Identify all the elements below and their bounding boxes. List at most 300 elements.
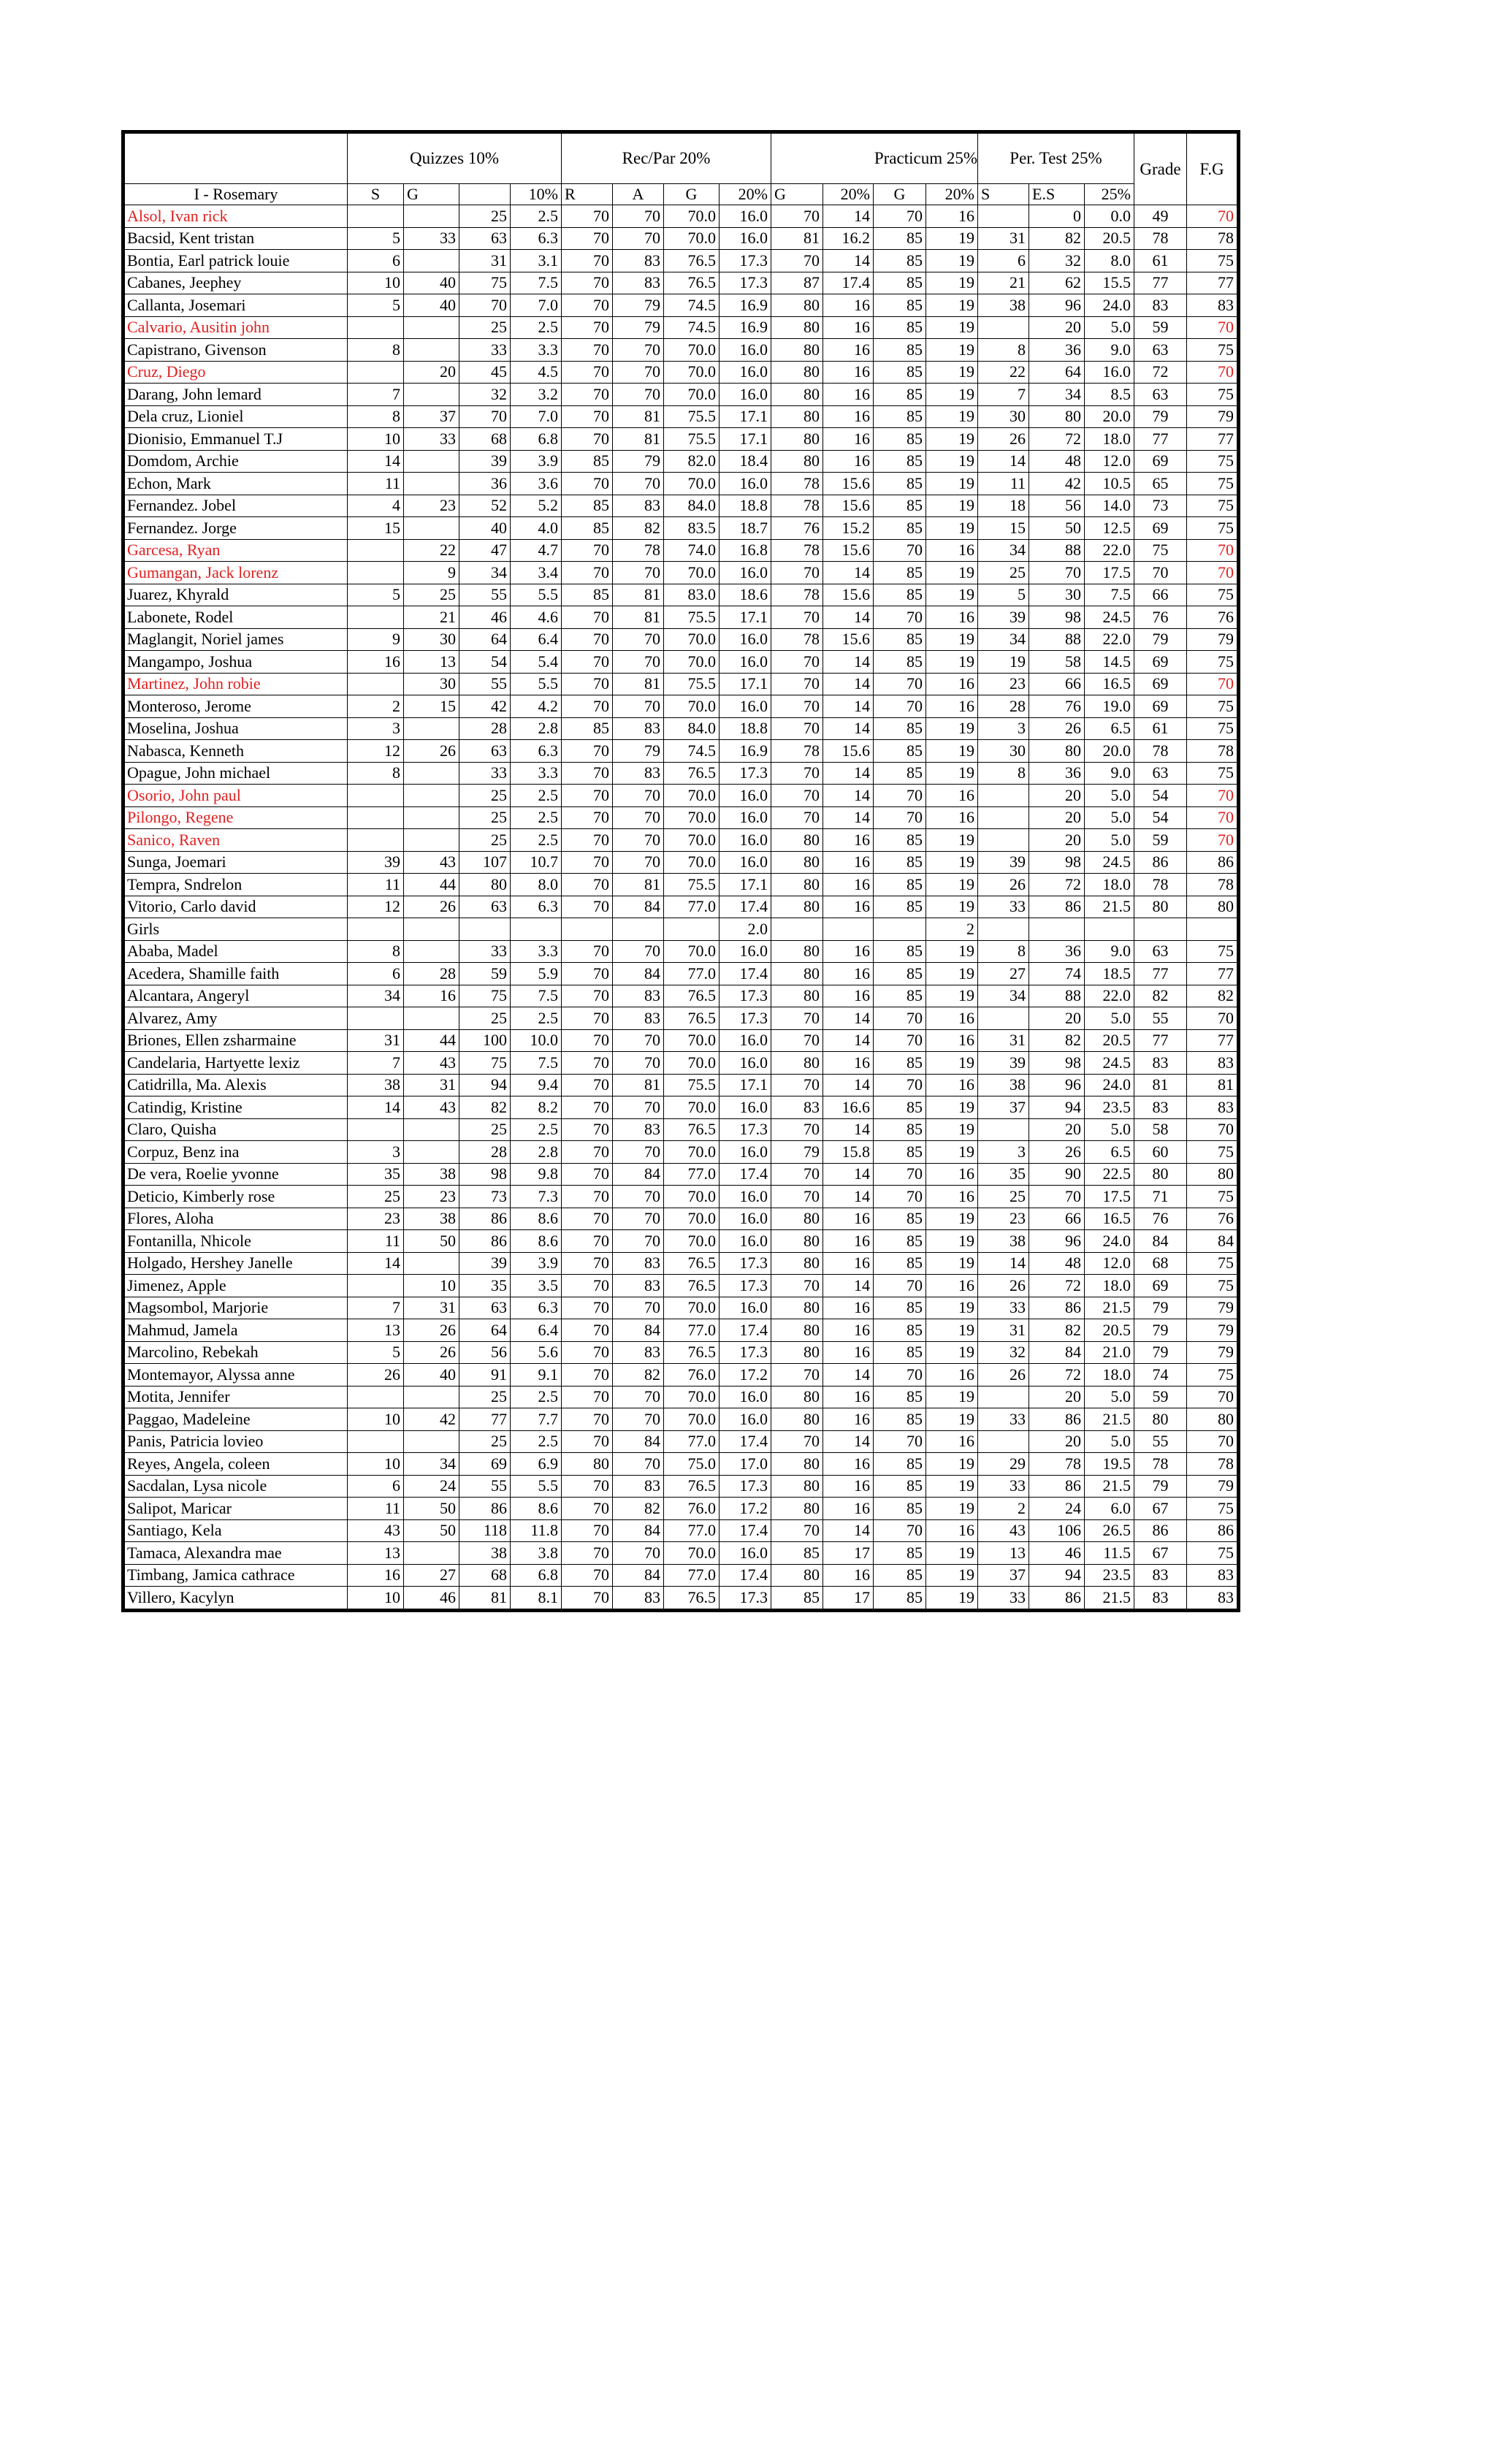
score-cell: 82 <box>1029 1029 1085 1052</box>
score-cell: 15 <box>978 517 1029 540</box>
score-cell: 70 <box>613 227 664 250</box>
score-cell: 79 <box>1187 1475 1239 1498</box>
score-cell: 14.0 <box>1085 495 1134 517</box>
score-cell: 5 <box>348 584 404 606</box>
score-cell: 14 <box>823 562 874 584</box>
score-cell: 10.5 <box>1085 473 1134 495</box>
score-cell: 19 <box>926 717 978 740</box>
score-cell: 10 <box>348 1587 404 1611</box>
score-cell: 31 <box>404 1074 459 1096</box>
score-cell: 36 <box>459 473 511 495</box>
score-cell: 23 <box>978 1208 1029 1230</box>
score-cell <box>348 1386 404 1408</box>
score-cell: 6.8 <box>511 1564 562 1587</box>
score-cell: 70.0 <box>664 473 720 495</box>
score-cell: 31 <box>348 1029 404 1052</box>
score-cell: 86 <box>1187 851 1239 874</box>
score-cell: 16 <box>823 428 874 451</box>
practicum-header: Practicum 25% <box>771 132 978 184</box>
score-cell: 6.3 <box>511 1297 562 1319</box>
score-cell: 8 <box>978 339 1029 362</box>
score-cell: 14 <box>823 1029 874 1052</box>
table-row <box>123 584 1239 606</box>
score-cell: 16.0 <box>720 851 771 874</box>
score-cell: 7.0 <box>511 405 562 428</box>
score-cell: 22.0 <box>1085 985 1134 1007</box>
score-cell: 20.0 <box>1085 740 1134 763</box>
score-cell: 16.0 <box>720 1186 771 1208</box>
score-cell: 19 <box>926 1052 978 1075</box>
score-cell: 80 <box>771 405 823 428</box>
score-cell: 79 <box>613 450 664 473</box>
score-cell: 5.6 <box>511 1341 562 1364</box>
score-cell: 21.5 <box>1085 896 1134 918</box>
score-cell: 85 <box>874 1297 926 1319</box>
score-cell: 106 <box>1029 1519 1085 1542</box>
score-cell: 70 <box>771 806 823 829</box>
score-cell: 70 <box>613 628 664 651</box>
score-cell <box>404 1542 459 1565</box>
score-cell: 33 <box>459 339 511 362</box>
score-cell: 80 <box>771 1341 823 1364</box>
score-cell: 84 <box>613 1319 664 1342</box>
table-row <box>123 539 1239 562</box>
score-cell: 25 <box>404 584 459 606</box>
score-cell <box>874 918 926 941</box>
score-cell: 12.0 <box>1085 450 1134 473</box>
score-cell: 85 <box>562 717 613 740</box>
table-row <box>123 829 1239 852</box>
score-cell: 85 <box>874 1341 926 1364</box>
quizzes-header: Quizzes 10% <box>348 132 562 184</box>
score-cell: 20 <box>404 361 459 384</box>
score-cell: 70 <box>874 1275 926 1297</box>
student-name: Alsol, Ivan rick <box>123 205 348 228</box>
score-cell: 70 <box>613 851 664 874</box>
score-cell: 78 <box>1029 1453 1085 1476</box>
score-cell: 50 <box>404 1498 459 1520</box>
score-cell: 70 <box>613 205 664 228</box>
score-cell: 17.3 <box>720 1587 771 1611</box>
score-cell: 19 <box>926 584 978 606</box>
score-cell: 16 <box>926 1519 978 1542</box>
score-cell: 16.0 <box>720 1408 771 1431</box>
score-cell: 98 <box>1029 851 1085 874</box>
table-row <box>123 1364 1239 1387</box>
score-cell: 19 <box>926 628 978 651</box>
score-cell: 70 <box>771 1275 823 1297</box>
score-cell: 19 <box>926 1208 978 1230</box>
score-cell: 94 <box>1029 1564 1085 1587</box>
score-cell: 17.3 <box>720 272 771 294</box>
score-cell: 68 <box>1134 1252 1187 1275</box>
score-cell: 19 <box>926 316 978 339</box>
score-cell: 84 <box>1134 1230 1187 1253</box>
table-row <box>123 517 1239 540</box>
score-cell: 66 <box>1029 1208 1085 1230</box>
score-cell: 68 <box>459 428 511 451</box>
score-cell: 6 <box>348 1475 404 1498</box>
score-cell: 17.5 <box>1085 1186 1134 1208</box>
score-cell: 40 <box>459 517 511 540</box>
score-cell: 78 <box>771 584 823 606</box>
score-cell: 70 <box>562 562 613 584</box>
score-cell: 17.1 <box>720 874 771 896</box>
score-cell: 16 <box>823 1341 874 1364</box>
score-cell: 70 <box>874 1364 926 1387</box>
score-cell: 43 <box>978 1519 1029 1542</box>
score-cell: 70 <box>1187 829 1239 852</box>
table-row <box>123 695 1239 718</box>
score-cell: 74 <box>1029 963 1085 985</box>
score-cell: 80 <box>771 428 823 451</box>
score-cell: 70 <box>771 606 823 629</box>
score-cell: 85 <box>874 1319 926 1342</box>
student-name: Catindig, Kristine <box>123 1096 348 1119</box>
score-cell: 2.5 <box>511 205 562 228</box>
score-cell: 16 <box>348 1564 404 1587</box>
score-cell <box>404 1430 459 1453</box>
score-cell: 83 <box>613 1118 664 1141</box>
score-cell: 25 <box>459 1430 511 1453</box>
student-name: Gumangan, Jack lorenz <box>123 562 348 584</box>
score-cell: 79 <box>1134 405 1187 428</box>
score-cell: 70 <box>771 1364 823 1387</box>
score-cell: 70 <box>562 539 613 562</box>
score-cell: 85 <box>874 1208 926 1230</box>
score-cell: 70.0 <box>664 1208 720 1230</box>
score-cell: 8.1 <box>511 1587 562 1611</box>
score-cell: 55 <box>1134 1430 1187 1453</box>
score-cell: 3 <box>348 717 404 740</box>
student-name: Paggao, Madeleine <box>123 1408 348 1431</box>
score-cell: 78 <box>771 495 823 517</box>
score-cell: 77 <box>1134 272 1187 294</box>
score-cell: 70 <box>562 250 613 272</box>
score-cell: 86 <box>1134 1519 1187 1542</box>
score-cell: 17.1 <box>720 1074 771 1096</box>
score-cell: 46 <box>1029 1542 1085 1565</box>
score-cell: 20 <box>1029 1386 1085 1408</box>
score-cell: 25 <box>459 1007 511 1030</box>
score-cell: 70.0 <box>664 361 720 384</box>
score-cell: 75 <box>1134 539 1187 562</box>
table-row <box>123 316 1239 339</box>
score-cell: 19 <box>926 896 978 918</box>
score-cell: 75 <box>1187 473 1239 495</box>
score-cell: 70 <box>771 205 823 228</box>
score-cell: 75 <box>1187 762 1239 785</box>
score-cell: 70 <box>771 695 823 718</box>
score-cell: 19 <box>926 1408 978 1431</box>
score-cell: 46 <box>404 1587 459 1611</box>
score-cell: 70.0 <box>664 851 720 874</box>
score-cell: 39 <box>459 450 511 473</box>
score-cell: 31 <box>404 1297 459 1319</box>
score-cell: 77 <box>1187 272 1239 294</box>
score-cell: 85 <box>874 963 926 985</box>
table-row <box>123 1118 1239 1141</box>
student-name: Echon, Mark <box>123 473 348 495</box>
table-row <box>123 1475 1239 1498</box>
score-cell: 14 <box>823 1074 874 1096</box>
score-cell: 79 <box>1134 1475 1187 1498</box>
score-cell <box>404 1118 459 1141</box>
score-cell: 69 <box>459 1453 511 1476</box>
score-cell: 5 <box>978 584 1029 606</box>
score-cell: 17.0 <box>720 1453 771 1476</box>
table-row <box>123 1029 1239 1052</box>
student-name: Corpuz, Benz ina <box>123 1141 348 1164</box>
score-cell: 75 <box>1187 695 1239 718</box>
score-cell: 16.0 <box>720 361 771 384</box>
score-cell: 76.5 <box>664 762 720 785</box>
score-cell: 80 <box>771 1386 823 1408</box>
score-cell: 16 <box>823 1319 874 1342</box>
table-row <box>123 785 1239 807</box>
score-cell: 15.6 <box>823 495 874 517</box>
score-cell <box>404 940 459 963</box>
score-cell: 88 <box>1029 539 1085 562</box>
student-name: Maglangit, Noriel james <box>123 628 348 651</box>
score-cell: 79 <box>1187 405 1239 428</box>
score-cell: 40 <box>404 1364 459 1387</box>
student-name: Alvarez, Amy <box>123 1007 348 1030</box>
score-cell: 70 <box>613 1453 664 1476</box>
score-cell: 16 <box>823 851 874 874</box>
score-cell: 61 <box>1134 250 1187 272</box>
score-cell: 70 <box>613 1029 664 1052</box>
score-cell: 83 <box>613 762 664 785</box>
score-cell: 70 <box>613 1230 664 1253</box>
score-cell: 74.5 <box>664 740 720 763</box>
score-cell: 24.0 <box>1085 1074 1134 1096</box>
score-cell: 54 <box>1134 806 1187 829</box>
score-cell: 19 <box>926 1096 978 1119</box>
table-row <box>123 227 1239 250</box>
score-cell: 70.0 <box>664 695 720 718</box>
score-cell: 19 <box>926 361 978 384</box>
score-cell: 16 <box>823 985 874 1007</box>
table-row <box>123 384 1239 406</box>
score-cell: 66 <box>1134 584 1187 606</box>
score-cell: 26 <box>404 1319 459 1342</box>
score-cell: 83 <box>1187 1564 1239 1587</box>
col-prac-pct: 20% <box>926 184 978 205</box>
score-cell: 15.6 <box>823 584 874 606</box>
score-cell: 19.5 <box>1085 1453 1134 1476</box>
table-row <box>123 1275 1239 1297</box>
score-cell: 54 <box>1134 785 1187 807</box>
score-cell: 87 <box>771 272 823 294</box>
score-cell: 16 <box>823 1052 874 1075</box>
score-cell: 75 <box>1187 250 1239 272</box>
score-cell: 70 <box>613 1186 664 1208</box>
score-cell: 2 <box>926 918 978 941</box>
score-cell: 21 <box>978 272 1029 294</box>
score-cell: 16 <box>926 205 978 228</box>
score-cell: 77.0 <box>664 1564 720 1587</box>
score-cell <box>404 762 459 785</box>
score-cell: 85 <box>874 517 926 540</box>
score-cell: 67 <box>1134 1498 1187 1520</box>
score-cell: 16.2 <box>823 227 874 250</box>
score-cell: 23.5 <box>1085 1096 1134 1119</box>
score-cell: 21.5 <box>1085 1475 1134 1498</box>
score-cell: 85 <box>874 985 926 1007</box>
score-cell: 70 <box>874 1163 926 1186</box>
score-cell: 8.2 <box>511 1096 562 1119</box>
score-cell: 8 <box>348 339 404 362</box>
score-cell: 5.0 <box>1085 1007 1134 1030</box>
score-cell: 70 <box>562 628 613 651</box>
score-cell: 2.5 <box>511 1118 562 1141</box>
score-cell: 70.0 <box>664 1542 720 1565</box>
score-cell: 75.5 <box>664 606 720 629</box>
score-cell: 14 <box>823 250 874 272</box>
score-cell: 84 <box>613 1564 664 1587</box>
score-cell: 78 <box>1134 740 1187 763</box>
score-cell: 19 <box>926 473 978 495</box>
score-cell: 63 <box>459 740 511 763</box>
score-cell: 6.4 <box>511 628 562 651</box>
score-cell: 70 <box>771 1430 823 1453</box>
score-cell: 19 <box>926 985 978 1007</box>
score-cell: 80 <box>771 851 823 874</box>
score-cell: 75 <box>1187 1141 1239 1164</box>
student-name: Tamaca, Alexandra mae <box>123 1542 348 1565</box>
score-cell: 16 <box>823 1208 874 1230</box>
score-cell: 85 <box>874 628 926 651</box>
score-cell: 17.3 <box>720 1341 771 1364</box>
score-cell: 76 <box>771 517 823 540</box>
score-cell: 70 <box>1187 1386 1239 1408</box>
score-cell: 16 <box>926 1186 978 1208</box>
score-cell: 83 <box>1134 1096 1187 1119</box>
score-cell: 80 <box>1187 1408 1239 1431</box>
score-cell: 70.0 <box>664 1186 720 1208</box>
score-cell: 16.9 <box>720 740 771 763</box>
score-cell: 10 <box>404 1275 459 1297</box>
table-row <box>123 272 1239 294</box>
score-cell: 70.0 <box>664 940 720 963</box>
col-quiz-g: G <box>404 184 459 205</box>
table-row <box>123 1453 1239 1476</box>
score-cell: 80 <box>771 384 823 406</box>
score-cell: 2.8 <box>511 717 562 740</box>
score-cell <box>1085 918 1134 941</box>
student-name: Magsombol, Marjorie <box>123 1297 348 1319</box>
score-cell: 70 <box>562 1252 613 1275</box>
student-name: Holgado, Hershey Janelle <box>123 1252 348 1275</box>
score-cell: 79 <box>1134 628 1187 651</box>
score-cell: 70 <box>562 1319 613 1342</box>
score-cell: 11 <box>348 1230 404 1253</box>
score-cell: 16.0 <box>720 1542 771 1565</box>
student-name: Timbang, Jamica cathrace <box>123 1564 348 1587</box>
score-cell: 91 <box>459 1364 511 1387</box>
score-cell: 10 <box>348 428 404 451</box>
score-cell: 30 <box>404 628 459 651</box>
score-cell: 33 <box>459 762 511 785</box>
score-cell: 38 <box>978 1230 1029 1253</box>
score-cell: 5.0 <box>1085 1118 1134 1141</box>
table-row <box>123 1519 1239 1542</box>
score-cell: 8 <box>348 762 404 785</box>
score-cell: 8.0 <box>1085 250 1134 272</box>
score-cell: 25 <box>459 1386 511 1408</box>
student-name: Claro, Quisha <box>123 1118 348 1141</box>
score-cell: 70.0 <box>664 205 720 228</box>
score-cell <box>348 562 404 584</box>
score-cell: 80 <box>771 1297 823 1319</box>
score-cell: 19 <box>926 294 978 317</box>
score-cell: 24.5 <box>1085 851 1134 874</box>
score-cell: 33 <box>459 940 511 963</box>
score-cell: 6 <box>348 963 404 985</box>
score-cell: 70.0 <box>664 806 720 829</box>
score-cell: 83 <box>613 717 664 740</box>
table-row <box>123 361 1239 384</box>
score-cell: 4.0 <box>511 517 562 540</box>
score-cell: 16 <box>823 384 874 406</box>
score-cell <box>348 785 404 807</box>
score-cell: 27 <box>978 963 1029 985</box>
score-cell <box>613 918 664 941</box>
score-cell: 31 <box>978 1029 1029 1052</box>
student-name: Ababa, Madel <box>123 940 348 963</box>
score-cell: 80 <box>1134 1408 1187 1431</box>
score-cell: 86 <box>1029 1587 1085 1611</box>
score-cell: 8 <box>978 940 1029 963</box>
score-cell: 16 <box>926 673 978 695</box>
score-cell: 15.2 <box>823 517 874 540</box>
score-cell: 17.3 <box>720 1252 771 1275</box>
score-cell: 59 <box>1134 1386 1187 1408</box>
score-cell: 15.6 <box>823 740 874 763</box>
table-row <box>123 806 1239 829</box>
score-cell: 78 <box>771 740 823 763</box>
table-row <box>123 562 1239 584</box>
score-cell: 70 <box>562 1029 613 1052</box>
score-cell <box>771 918 823 941</box>
score-cell: 5.0 <box>1085 829 1134 852</box>
score-cell: 18 <box>978 495 1029 517</box>
score-cell: 75 <box>1187 495 1239 517</box>
table-row <box>123 673 1239 695</box>
score-cell: 70 <box>562 1007 613 1030</box>
score-cell: 76.0 <box>664 1498 720 1520</box>
score-cell: 85 <box>874 1542 926 1565</box>
score-cell: 83 <box>1134 294 1187 317</box>
score-cell: 22.0 <box>1085 628 1134 651</box>
student-name: Sanico, Raven <box>123 829 348 852</box>
score-cell <box>404 785 459 807</box>
score-cell: 85 <box>874 851 926 874</box>
score-cell <box>348 1118 404 1141</box>
score-cell: 85 <box>874 896 926 918</box>
score-cell: 80 <box>1134 896 1187 918</box>
score-cell: 78 <box>613 539 664 562</box>
score-cell: 6.3 <box>511 896 562 918</box>
score-cell: 26 <box>978 874 1029 896</box>
score-cell: 20.5 <box>1085 1029 1134 1052</box>
score-cell: 70 <box>874 1074 926 1096</box>
score-cell: 70 <box>459 294 511 317</box>
table-row <box>123 1096 1239 1119</box>
student-name: Sunga, Joemari <box>123 851 348 874</box>
col-rec-a: A <box>613 184 664 205</box>
